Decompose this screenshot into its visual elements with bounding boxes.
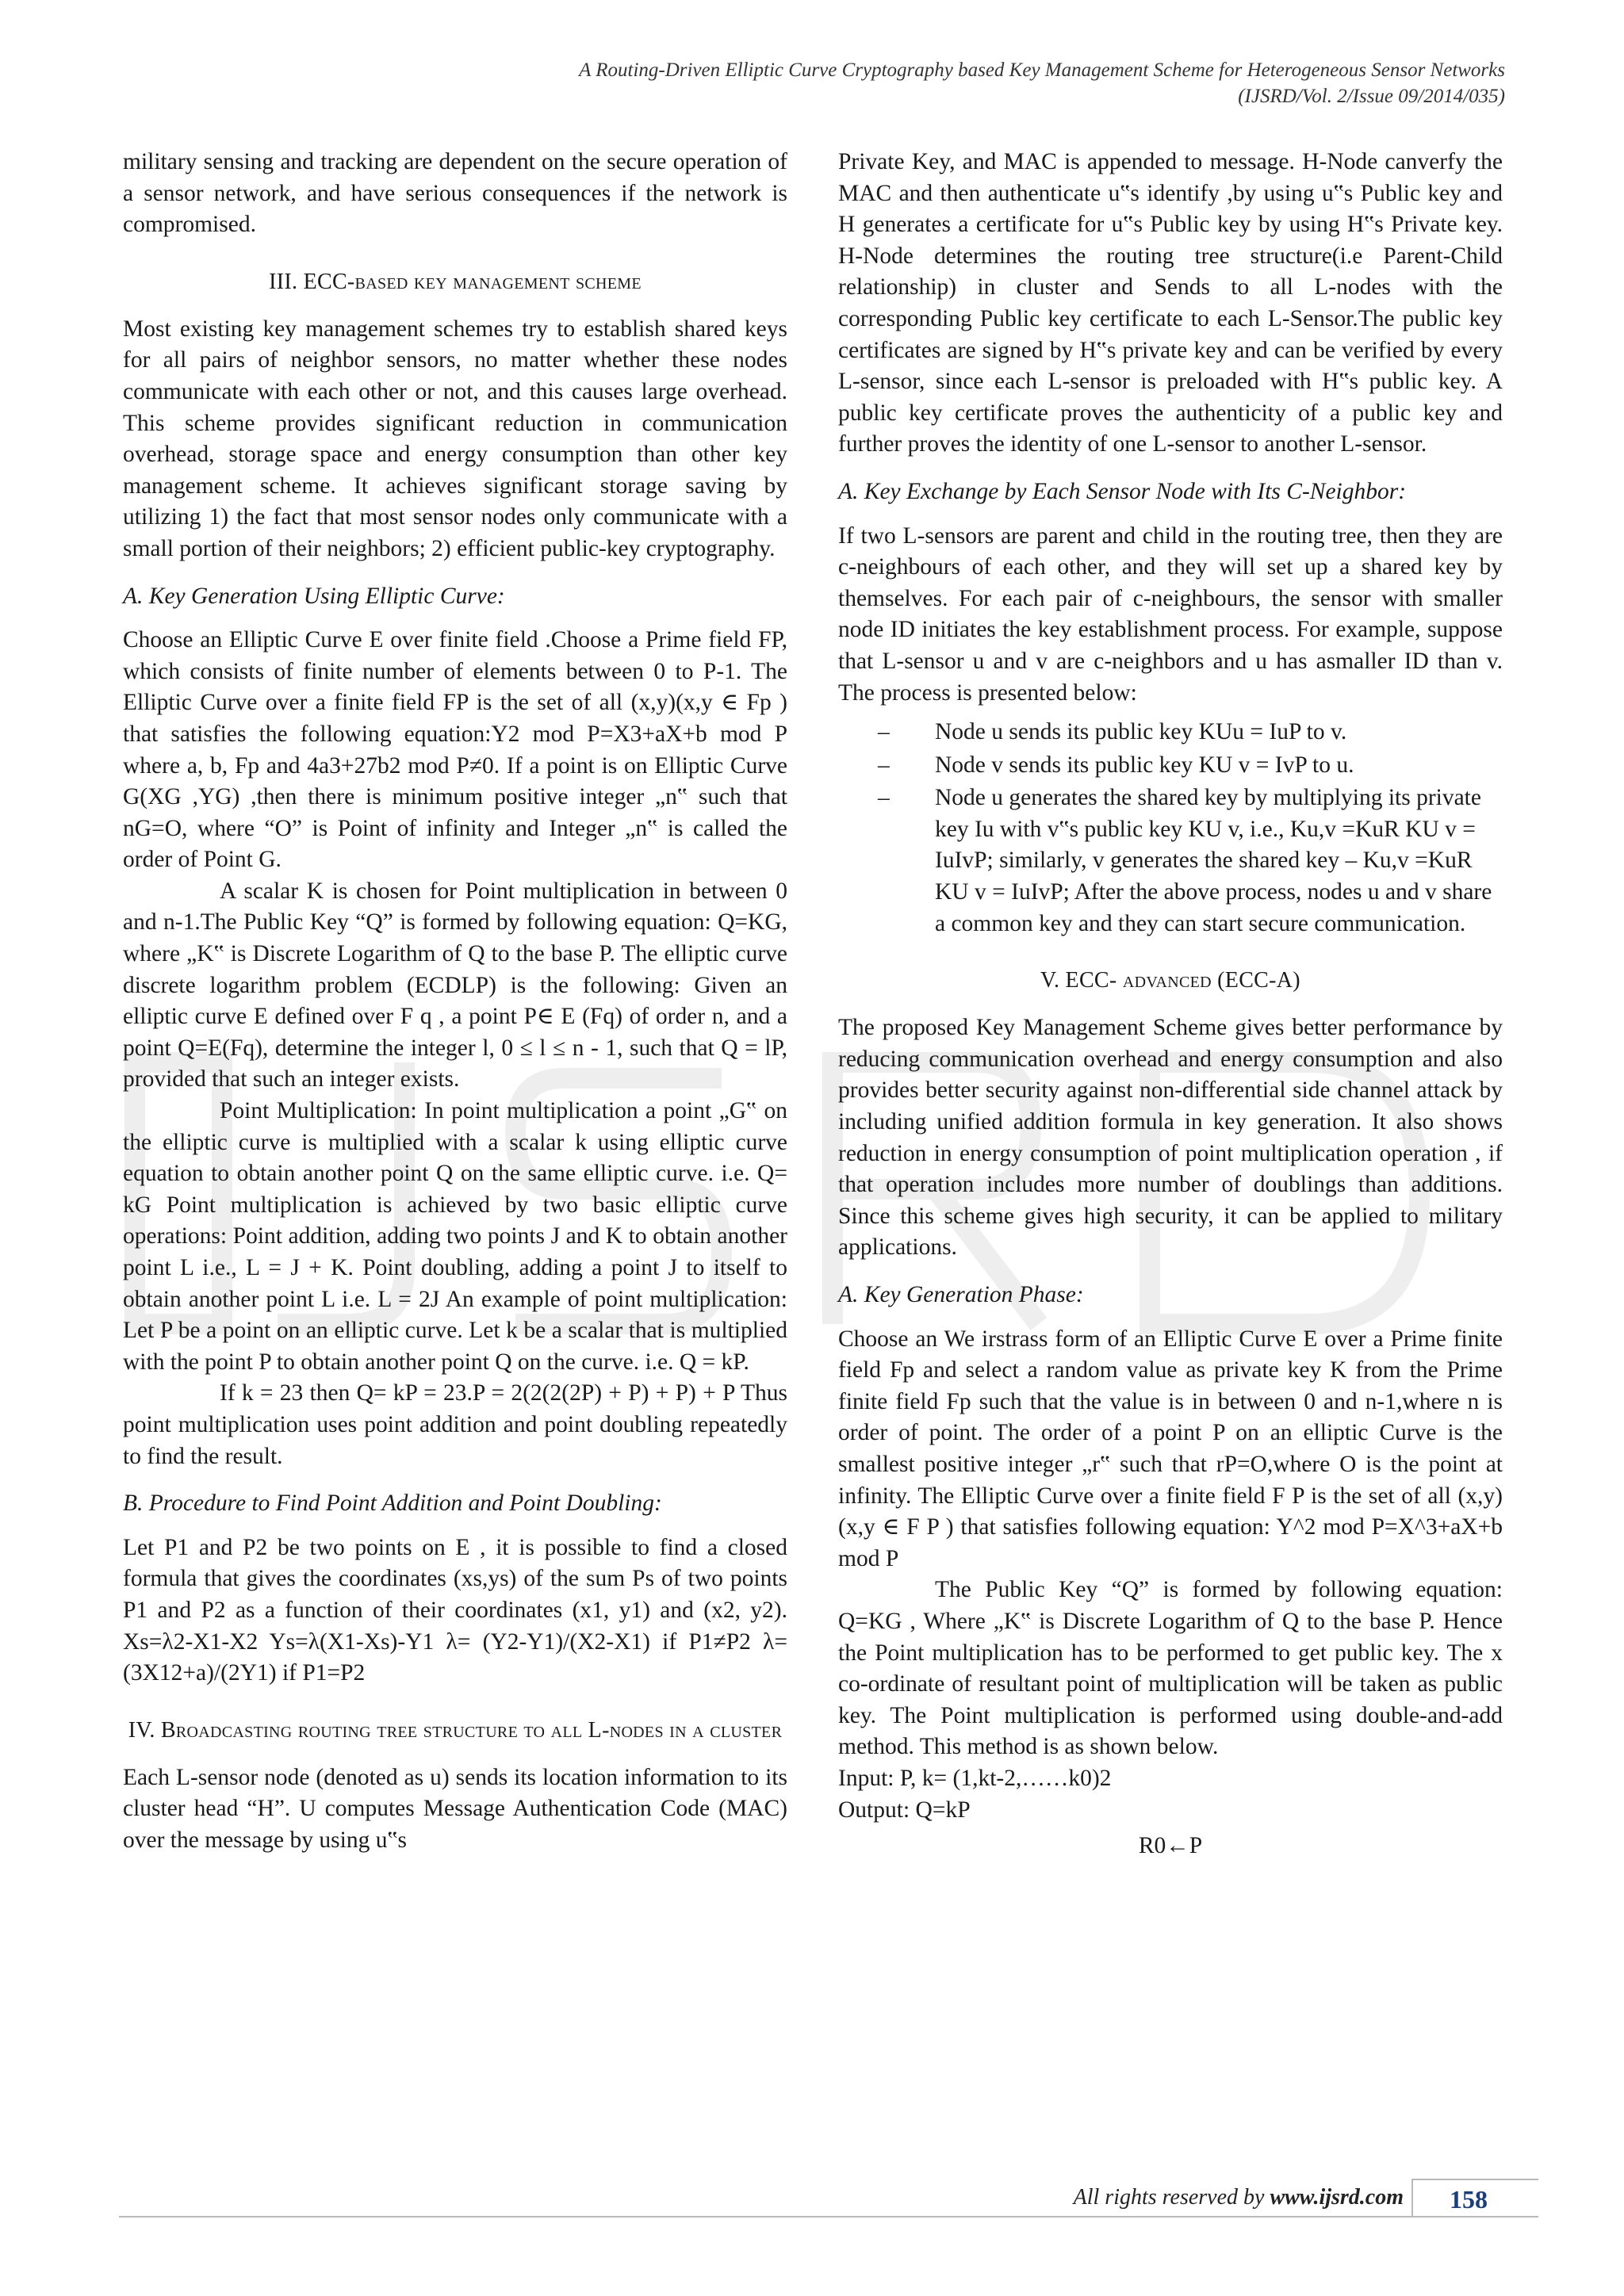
paragraph: The Public Key “Q” is formed by following equation: Q=KG , Where „K‟ is Discrete Logarithm of Q to the base P. Hence the Point multiplication has to be performed to get public key. The x co-ordinate of resultant point of multiplication will be taken as public key. The Point multiplication is performed using double-and-add method. This method is as shown below.: [838, 1577, 1503, 1760]
list-item: – Node u generates the shared key by multiplying its private key Iu with v‟s public key KU v, i.e., Ku,v =KuR KU v = IuIvP; similarly, v generates the shared key – Ku,v =KuR KU v = IuIvP; After the above process, nodes u and v share a common key and they can start secure communication.: [935, 783, 1503, 939]
paragraph: Choose an Elliptic Curve E over finite field .Choose a Prime field FP, which consists of finite number of elements between 0 to P-1. The Elliptic Curve over a finite field FP is the set of all (x,y)(x,y ∈ Fp ) that satisfies the following equation:Y2 mod P=X3+aX+b mod P where a, b, Fp and 4a3+27b2 mod P≠0. If a point is on Elliptic Curve G(XG ,YG) ,then there is minimum positive integer „n‟ such that nG=O, where “O” is Point of infinity and Integer „n‟ is called the order of Point G.: [123, 627, 787, 873]
paragraph: A scalar K is chosen for Point multiplication in between 0 and n-1.The Public Key “Q” is formed by following equation: Q=KG, where „K‟ is Discrete Logarithm of Q to the base P. The elliptic curve discrete logarithm problem (ECDLP) is the following: Given an elliptic curve E defined over F q , a point P∈ E (Fq) of order n, and a point Q=E(Fq), determine the integer l, 0 ≤ l ≤ n - 1, such that Q = lP, provided that such an integer exists.: [123, 878, 787, 1093]
footer-rights-prefix: All rights reserved by: [1073, 2185, 1270, 2210]
paragraph: Most existing key management schemes try to establish shared keys for all pairs of neighbor sensors, no matter whether these nodes communicate with each other or not, and this causes large overhead. This scheme provides significant reduction in communication overhead, storage space and energy consumption than other key management scheme. It achieves significant storage saving by utilizing 1) the fact that most sensor nodes only communicate with a small portion of their neighbors; 2) efficient public-key cryptography.: [123, 316, 787, 561]
paragraph: Point Multiplication: In point multiplication a point „G‟ on the elliptic curve is multiplied with a scalar k using elliptic curve equation to obtain another point Q on the same elliptic curve. i.e. Q= kG Point multiplication is achieved by two basic elliptic curve operations: Point addition, adding two points J and K to obtain another point L i.e., L = J + K. Point doubling, adding a point J to itself to obtain another point L i.e. L = 2J An example of point multiplication: Let P be a point on an elliptic curve. Let k be a scalar that is multiplied with the point P to obtain another point Q on the curve. i.e. Q = kP.: [123, 1098, 787, 1375]
list-item: – Node u sends its public key KUu = IuP to v.: [935, 717, 1503, 748]
paragraph: If k = 23 then Q= kP = 23.P = 2(2(2(2P) + P) + P) + P Thus point multiplication uses point addition and point doubling repeatedly to find the result.: [123, 1380, 787, 1469]
page-number: 158: [1411, 2179, 1538, 2217]
paragraph: Each L-sensor node (denoted as u) sends its location information to its cluster head “H”. U computes Message Authentication Code (MAC) over the message by using u‟s: [123, 1764, 787, 1853]
subsection-heading: A. Key Exchange by Each Sensor Node with Its C-Neighbor:: [838, 478, 1407, 504]
running-header: [579, 57, 1505, 109]
paragraph: The proposed Key Management Scheme gives better performance by reducing communication overhead and energy consumption and also provides better security against non-differential side channel attack by including unified addition formula in key generation. It also shows reduction in energy consumption of point multiplication operation , if that operation includes more number of doublings than additions. Since this scheme gives high security, it can be applied to military applications.: [838, 1015, 1503, 1261]
footer-site-link[interactable]: www.ijsrd.com: [1270, 2185, 1404, 2210]
running-header-journal: (IJSRD/Vol. 2/Issue 09/2014/035): [1238, 86, 1505, 107]
paragraph: Choose an We irstrass form of an Elliptic Curve E over a Prime finite field Fp and select a random value as private key K from the Prime finite field Fp such that the value is in between 0 and n-1,where n is order of point. The order of a point P on an elliptic Curve is the smallest positive integer „r‟ such that rP=O,where O is the point at infinity. The Elliptic Curve over a finite field F P is the set of all (x,y)(x,y ∈ F P ) that satisfies following equation: Y^2 mod P=X^3+aX+b mod P: [838, 1326, 1503, 1571]
paragraph: military sensing and tracking are dependent on the secure operation of a sensor network, and have serious consequences if the network is compromised.: [123, 149, 787, 238]
paragraph: Private Key, and MAC is appended to message. H-Node canverfy the MAC and then authenticate u‟s identify ,by using u‟s Public key and H generates a certificate for u‟s Public key by using H‟s Private key. H-Node determines the routing tree structure(i.e Parent-Child relationship) in cluster and Sends to all L-nodes with the corresponding Public key certificate to each L-Sensor.The public key certificates are signed by H‟s private key and can be verified by every L-sensor, since each L-sensor is preloaded with H‟s public key. A public key certificate proves the authenticity of a public key and further proves the identity of one L-sensor to another L-sensor.: [838, 149, 1503, 457]
algorithm-output: Output: Q=kP: [838, 1797, 971, 1823]
left-column: [123, 147, 787, 1873]
footer-rights: [1074, 2185, 1404, 2210]
subsection-heading: A. Key Generation Using Elliptic Curve:: [123, 583, 505, 609]
section-heading-iv: IV. Broadcasting routing tree structure to all L-nodes in a cluster: [128, 1717, 783, 1743]
subsection-heading: B. Procedure to Find Point Addition and Point Doubling:: [123, 1490, 662, 1517]
paragraph: If two L-sensors are parent and child in the routing tree, then they are c-neighbours of each other, and they will set up a shared key by themselves. For each pair of c-neighbours, the sensor with smaller node ID initiates the key establishment process. For example, suppose that L-sensor u and v are c-neighbors and u has asmaller ID than v. The process is presented below:: [838, 522, 1503, 706]
right-column: [838, 147, 1503, 1878]
section-heading-iii: III. ECC-based key management scheme: [269, 269, 642, 294]
process-list: [838, 717, 1503, 939]
algorithm-input: Input: P, k= (1,kt-2,……k0)2: [838, 1765, 1112, 1791]
section-heading-v: V. ECC- advanced (ECC-A): [1040, 968, 1300, 993]
paragraph: Let P1 and P2 be two points on E , it is possible to find a closed formula that gives the coordinates (xs,ys) of the sum Ps of two points P1 and P2 as a function of their coordinates (x1, y1) and (x2, y2). Xs=λ2-X1-X2 Ys=λ(X1-Xs)-Y1 λ= (Y2-Y1)/(X2-X1) if P1≠P2 λ=(3X12+a)/(2Y1) if P1=P2: [123, 1534, 787, 1686]
list-item: – Node v sends its public key KU v = IvP to u.: [935, 750, 1503, 782]
running-header-title: A Routing-Driven Elliptic Curve Cryptography based Key Management Scheme for Heterogeneous Sensor Networks: [579, 59, 1505, 81]
footer-rule: [119, 2216, 1538, 2218]
algorithm-step: R0←P: [1138, 1833, 1203, 1859]
subsection-heading: A. Key Generation Phase:: [838, 1282, 1084, 1307]
